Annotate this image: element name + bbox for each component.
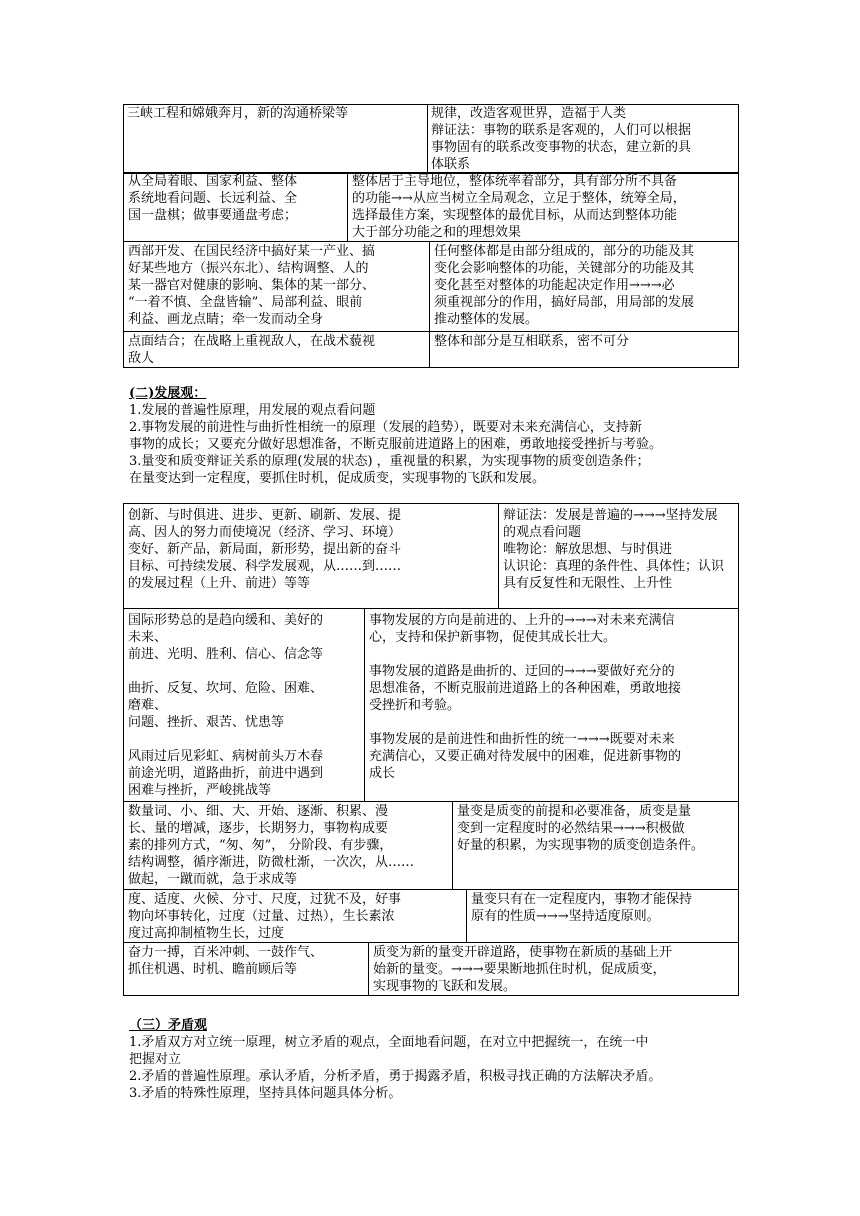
- text-line: 在量变达到一定程度，要抓住时机，促成质变，实现事物的飞跃和发展。: [129, 471, 546, 486]
- table-cell: [453, 803, 739, 854]
- text-line: 始新的量变。→→→要果断地抓住时机，促成质变，: [373, 962, 666, 977]
- text-line: 的功能→→从应当树立全局观念，立足于整体，统筹全局，: [352, 191, 686, 206]
- text-line: 曲折、反复、坎坷、危险、困难、: [128, 681, 324, 696]
- text-line: 问题、挫折、艰苦、忧患等: [128, 715, 285, 730]
- section-heading-development: (二)发展观：: [129, 386, 207, 401]
- table-cell: [124, 333, 429, 367]
- text-line: 国际形势总的是趋向缓和、美好的: [128, 613, 324, 628]
- text-line: 度、适度、火候、分寸、尺度，过犹不及，好事: [128, 892, 402, 907]
- table-cell: [124, 243, 429, 328]
- text-line: 辩证法：事物的联系是客观的，人们可以根据: [431, 123, 692, 138]
- text-line: 3.矛盾的特殊性原理，坚持具体问题具体分析。: [129, 1086, 402, 1101]
- text-line: 推动整体的发展。: [434, 312, 539, 327]
- text-line: 1.矛盾双方对立统一原理，树立矛盾的观点，全面地看问题，在对立中把握统一，在统一中: [129, 1035, 649, 1050]
- table-cell: [124, 944, 368, 978]
- text-line: 变化会影响整体的功能，关键部分的功能及其: [434, 261, 695, 276]
- text-line: 事物的成长；又要充分做好思想准备，不断克服前进道路上的困难，勇敢地接受挫折与考验。: [129, 437, 663, 452]
- text-line: 好量的积累，为实现事物的质变创造条件。: [457, 838, 705, 853]
- text-line: 量变只有在一定程度内，事物才能保持: [471, 892, 693, 907]
- text-line: 充满信心，又要正确对待发展中的困难，促进新事物的: [369, 749, 682, 764]
- table-row: [124, 105, 739, 174]
- text-line: 变到一定程度时的必然结果→→→积极做: [457, 821, 685, 836]
- text-line: 2.事物发展的前进性与曲折性相统一的原理（发展的趋势），既要对未来充满信心，支持新: [129, 420, 642, 435]
- text-line: 事物发展的道路是曲折的、迂回的→→→要做好充分的: [369, 664, 675, 679]
- text-line: 选择最佳方案，实现整体的最优目标，从而达到整体功能: [352, 208, 678, 223]
- text-line: 须重视部分的作用，搞好局部，用局部的发展: [434, 295, 695, 310]
- text-line: 磨难、: [128, 698, 168, 713]
- text-line: 大于部分功能之和的理想效果: [352, 225, 522, 240]
- text-line: 好某些地方（振兴东北）、结构调整、人的: [128, 261, 369, 276]
- text-line: 事物发展的是前进性和曲折性的统一→→→既要对未来: [369, 732, 675, 747]
- table-row: [123, 608, 739, 802]
- text-line: 变好、新产品，新局面，新形势，提出新的奋斗: [128, 542, 402, 557]
- text-line: 1.发展的普遍性原理，用发展的观点看问题: [129, 403, 376, 418]
- table-cell: [124, 507, 498, 592]
- table-cell: [124, 173, 347, 224]
- text-line: 系统地看问题、长远利益、全: [128, 191, 298, 206]
- text-line: 高、因人的努力而使境况（经济、学习、环境）: [128, 525, 402, 540]
- text-line: 实现事物的飞跃和发展。: [373, 979, 517, 994]
- text-line: 利益、画龙点睛；牵一发而动全身: [128, 312, 324, 327]
- table-cell: [124, 105, 428, 174]
- text-line: [128, 663, 360, 680]
- table-cell: [499, 507, 739, 592]
- table-row: [123, 889, 739, 943]
- text-line: 前途光明，道路曲折，前进中遇到: [128, 766, 324, 781]
- text-line: 三峡工程和嫦娥奔月，新的沟通桥梁等: [127, 106, 349, 121]
- text-line: 未来、: [128, 630, 168, 645]
- table-cell: [430, 243, 738, 328]
- text-line: “一着不慎、全盘皆输”、局部利益、眼前: [128, 295, 363, 310]
- text-line: 具有反复性和无限性、上升性: [503, 576, 673, 591]
- text-line: 物向坏事转化，过度（过量、过热），生长素浓: [128, 909, 395, 924]
- text-line: 唯物论：解放思想、与时俱进: [503, 542, 673, 557]
- text-line: 的发展过程（上升、前进）等等: [128, 576, 311, 591]
- text-line: 风雨过后见彩虹、病树前头万木春: [128, 749, 324, 764]
- table-cell: [428, 105, 739, 174]
- text-line: 事物固有的联系改变事物的状态，建立新的具: [431, 140, 692, 155]
- whole-part-table: [123, 104, 739, 174]
- text-line: 量变是质变的前提和必要准备，质变是量: [457, 804, 692, 819]
- section3-body: [129, 1034, 749, 1102]
- text-line: 目标、可持续发展、科学发展观，从……到……: [128, 559, 402, 574]
- text-line: 点面结合；在战略上重视敌人，在战术藐视: [128, 334, 376, 349]
- text-line: 思想准备，不断克服前进道路上的各种困难，勇敢地接: [369, 681, 682, 696]
- table-row: [123, 503, 739, 609]
- text-line: 做起，一蹴而就，急于求成等: [128, 872, 298, 887]
- table-row: [123, 801, 739, 890]
- text-line: 长、量的增减，逐步，长期努力，事物构成要: [128, 821, 389, 836]
- table-cell: [124, 803, 452, 888]
- text-line: 把握对立: [129, 1052, 182, 1067]
- text-line: 抓住机遇、时机、瞻前顾后等: [128, 962, 298, 977]
- text-line: 受挫折和考验。: [369, 698, 461, 713]
- table-cell: [467, 891, 739, 925]
- text-line: 敌人: [128, 351, 155, 366]
- table-cell: [348, 173, 738, 241]
- text-line: 任何整体都是由部分组成的，部分的功能及其: [434, 244, 695, 259]
- table-cell: [369, 944, 739, 995]
- table-cell: [124, 891, 466, 942]
- table-cell: [430, 333, 738, 350]
- text-line: 2.矛盾的普遍性原理。承认矛盾，分析矛盾，勇于揭露矛盾，积极寻找正确的方法解决矛盾。: [129, 1069, 662, 1084]
- table-cell: [124, 612, 364, 799]
- table-row: [123, 241, 739, 332]
- text-line: 素的排列方式，“匆、匆”， 分阶段、有步骤，: [128, 838, 393, 853]
- text-line: 原有的性质→→→坚持适度原则。: [471, 909, 660, 924]
- table-row: [123, 942, 739, 996]
- text-line: 从全局着眼、国家利益、整体: [128, 174, 298, 189]
- text-line: 前进、光明、胜利、信心、信念等: [128, 647, 324, 662]
- text-line: 体联系: [431, 157, 471, 172]
- text-line: 认识论：真理的条件性、具体性；认识: [503, 559, 725, 574]
- text-line: 3.量变和质变辩证关系的原理(发展的状态) ，重视量的积累，为实现事物的质变创造条件；: [129, 454, 650, 469]
- text-line: 创新、与时俱进、进步、更新、刷新、发展、提: [128, 508, 402, 523]
- text-line: 国一盘棋；做事要通盘考虑；: [128, 208, 298, 223]
- table-row: [123, 331, 739, 368]
- text-line: 西部开发、在国民经济中搞好某一产业、搞: [128, 244, 376, 259]
- text-line: [369, 646, 735, 663]
- text-line: [369, 714, 735, 731]
- section-heading-contradiction: （三）矛盾观: [129, 1018, 208, 1033]
- text-line: 事物发展的方向是前进的、上升的→→→对未来充满信: [369, 613, 675, 628]
- text-line: 数量词、小、细、大、开始、逐渐、积累、漫: [128, 804, 389, 819]
- text-line: 整体居于主导地位，整体统率着部分，具有部分所不具备: [352, 174, 678, 189]
- text-line: 变化甚至对整体的功能起决定作用→→→必: [434, 278, 675, 293]
- table-row: [123, 172, 739, 242]
- text-line: [128, 731, 360, 748]
- text-line: 结构调整，循序渐进，防微杜渐，一次次，从……: [128, 855, 415, 870]
- text-line: 整体和部分是互相联系，密不可分: [434, 334, 630, 349]
- text-line: 奋力一搏，百米冲刺、一鼓作气、: [128, 945, 324, 960]
- text-line: 某一器官对健康的影响、集体的某一部分、: [128, 278, 376, 293]
- text-line: 成长: [369, 766, 396, 781]
- text-line: 的观点看问题: [503, 525, 582, 540]
- text-line: 心，支持和保护新事物，促使其成长壮大。: [369, 630, 617, 645]
- text-line: 辩证法：发展是普遍的→→→坚持发展: [503, 508, 718, 523]
- section2-body: [129, 402, 749, 487]
- text-line: 规律，改造客观世界，造福于人类: [431, 106, 627, 121]
- text-line: 度过高抑制植物生长，过度: [128, 926, 285, 941]
- text-line: 质变为新的量变开辟道路，使事物在新质的基础上开: [373, 945, 673, 960]
- text-line: 困难与挫折，严峻挑战等: [128, 783, 272, 798]
- table-cell: [365, 612, 739, 782]
